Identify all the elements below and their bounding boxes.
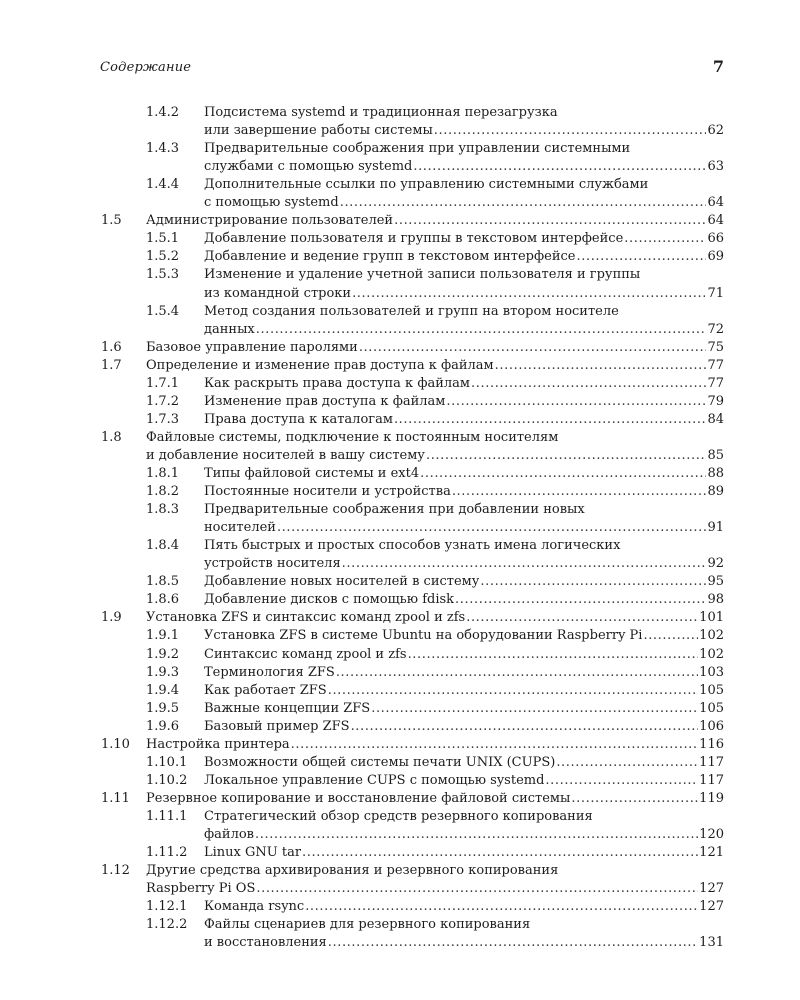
toc-entry-number: 1.8.5	[146, 574, 180, 590]
toc-entry-number: 1.5.1	[146, 231, 180, 247]
toc-entry-page: 85	[707, 447, 724, 463]
toc-entry[interactable]	[204, 627, 724, 645]
toc-entry-line	[0, 104, 800, 122]
toc-entry-title: Метод создания пользователей и групп на втором носителе	[204, 303, 619, 319]
toc-entry-title: Файлы сценариев для резервного копирования	[204, 917, 531, 933]
toc-entry[interactable]	[204, 898, 724, 916]
toc-entry-line	[0, 447, 800, 465]
toc-entry-number: 1.4.4	[146, 177, 180, 193]
toc-entry-page: 102	[699, 628, 724, 644]
toc-entry-number: 1.9.4	[146, 682, 180, 698]
toc-entry-page: 77	[707, 375, 724, 391]
toc-entry-line	[0, 339, 800, 357]
toc-entry-line	[0, 555, 800, 573]
toc-entry-title: Добавление пользователя и группы в текстовом интерфейсе	[204, 231, 624, 247]
toc-leader-dots	[256, 321, 707, 339]
toc-entry-number: 1.7.1	[146, 375, 180, 391]
toc-entry-page: 103	[699, 664, 724, 680]
toc-entry[interactable]	[146, 609, 724, 627]
toc-entry-line	[0, 682, 800, 700]
toc-entry[interactable]	[204, 934, 724, 952]
toc-entry-page: 131	[699, 935, 724, 951]
toc-leader-dots	[256, 880, 698, 898]
toc-entry-line	[0, 934, 800, 952]
toc-leader-dots	[291, 736, 699, 754]
toc-entry-page: 102	[699, 646, 724, 662]
toc-leader-dots	[328, 934, 698, 952]
toc-entry-title: Linux GNU tar	[204, 845, 302, 861]
toc-entry[interactable]	[146, 447, 724, 465]
toc-entry-line	[0, 646, 800, 664]
toc-leader-dots	[466, 609, 698, 627]
toc-entry-page: 119	[699, 790, 724, 806]
toc-entry-page: 64	[707, 195, 724, 211]
toc-entry[interactable]	[146, 357, 724, 375]
toc-entry-page: 72	[707, 321, 724, 337]
toc-entry[interactable]	[204, 465, 724, 483]
toc-entry-line	[0, 772, 800, 790]
toc-entry-line	[0, 140, 800, 158]
toc-entry-title: Добавление дисков с помощью fdisk	[204, 592, 455, 608]
toc-entry-title: с помощью systemd	[204, 195, 339, 211]
toc-entry-title: носителей	[204, 520, 276, 536]
toc-entry-page: 127	[699, 899, 724, 915]
toc-entry-title: или завершение работы системы	[204, 123, 433, 139]
toc-entry-number: 1.9	[101, 610, 122, 626]
toc-leader-dots	[495, 357, 707, 375]
toc-entry-line	[0, 591, 800, 609]
toc-entry-line	[0, 393, 800, 411]
toc-leader-dots	[352, 285, 706, 303]
toc-entry-page: 84	[707, 411, 724, 427]
toc-entry-page: 69	[707, 249, 724, 265]
toc-entry-page: 64	[707, 213, 724, 229]
toc-entry-line	[0, 898, 800, 916]
toc-entry-line	[0, 230, 800, 248]
toc-entry-page: 89	[707, 484, 724, 500]
toc-entry-line	[0, 880, 800, 898]
toc-leader-dots	[624, 230, 706, 248]
toc-entry[interactable]	[204, 664, 724, 682]
toc-entry-page: 117	[699, 754, 724, 770]
toc-entry-line	[0, 700, 800, 718]
toc-leader-dots	[446, 393, 706, 411]
toc-entry-number: 1.4.3	[146, 141, 180, 157]
toc-entry-title: Типы файловой системы и ext4	[204, 466, 420, 481]
toc-entry[interactable]	[204, 844, 724, 862]
toc-leader-dots	[556, 754, 698, 772]
toc-entry-page: 116	[699, 736, 724, 752]
toc-leader-dots	[305, 898, 698, 916]
toc-entry-line	[0, 357, 800, 375]
toc-entry-page: 95	[707, 574, 724, 590]
toc-entry-title: Предварительные соображения при добавлении новых	[204, 502, 585, 518]
page-number: 7	[712, 57, 724, 76]
toc-entry-page: 63	[707, 159, 724, 175]
toc-entry-page: 79	[707, 393, 724, 409]
toc-entry-page: 91	[707, 520, 724, 536]
toc-entry[interactable]	[146, 212, 724, 230]
toc-entry-line	[0, 754, 800, 772]
toc-entry-title: из командной строки	[204, 285, 352, 301]
toc-entry-line	[0, 664, 800, 682]
toc-entry-title: Резервное копирование и восстановление файловой системы	[146, 790, 571, 806]
toc-entry[interactable]	[204, 700, 724, 718]
toc-leader-dots	[336, 664, 698, 682]
toc-entry-title: Как работает ZFS	[204, 682, 327, 698]
toc-entry-number: 1.5.3	[146, 267, 180, 283]
toc-entry-title: Пять быстрых и простых способов узнать имена логических	[204, 538, 621, 554]
toc-entry-page: 121	[699, 845, 724, 861]
toc-entry-page: 88	[707, 466, 724, 481]
toc-entry-number: 1.9.2	[146, 646, 180, 662]
toc-entry-line	[0, 826, 800, 844]
toc-leader-dots	[413, 158, 706, 176]
toc-entry-line	[0, 736, 800, 754]
toc-entry-title: Стратегический обзор средств резервного копирования	[204, 808, 593, 824]
toc-entry-title: Предварительные соображения при управлении системными	[204, 141, 631, 157]
toc-entry[interactable]	[204, 321, 724, 339]
toc-leader-dots	[545, 772, 698, 790]
toc-leader-dots	[434, 122, 707, 140]
toc-entry-page: 106	[699, 718, 724, 734]
toc-entry-number: 1.8.3	[146, 502, 180, 518]
toc-entry-line	[0, 519, 800, 537]
toc-entry[interactable]	[204, 122, 724, 140]
toc-entry-title: Права доступа к каталогам	[204, 411, 393, 427]
toc-entry-title: и добавление носителей в вашу систему	[146, 447, 425, 463]
toc-entry-number: 1.8	[101, 429, 122, 445]
toc-entry-page: 105	[699, 682, 724, 698]
toc-entry-line	[0, 321, 800, 339]
toc-entry-title: Изменение прав доступа к файлам	[204, 393, 446, 409]
toc-entry-number: 1.10.2	[146, 772, 188, 788]
toc-entry-line	[0, 718, 800, 736]
toc-entry[interactable]	[204, 826, 724, 844]
toc-entry-title: Возможности общей системы печати UNIX (CUPS)	[204, 754, 556, 770]
toc-entry[interactable]	[204, 772, 724, 790]
toc-entry-number: 1.5.4	[146, 303, 180, 319]
toc-entry[interactable]	[204, 646, 724, 664]
toc-entry-title: Базовый пример ZFS	[204, 718, 350, 734]
toc-leader-dots	[577, 248, 707, 266]
toc-entry-number: 1.9.1	[146, 628, 180, 644]
toc-entry-line	[0, 483, 800, 501]
toc-leader-dots	[394, 411, 707, 429]
toc-entry-number: 1.12.1	[146, 899, 188, 915]
toc-entry-page: 77	[707, 357, 724, 373]
toc-entry-number: 1.10.1	[146, 754, 188, 770]
toc-entry-page: 66	[707, 231, 724, 247]
toc-entry-page: 75	[707, 339, 724, 355]
toc-entry-title: файлов	[204, 827, 254, 842]
toc-entry-line	[0, 501, 800, 519]
toc-leader-dots	[342, 555, 707, 573]
toc-entry-line	[0, 465, 800, 483]
toc-entry-line	[0, 248, 800, 266]
toc-entry[interactable]	[146, 339, 724, 357]
toc-entry-title: Файловые системы, подключение к постоянным носителям	[146, 429, 559, 445]
toc-entry-line	[0, 609, 800, 627]
toc-entry[interactable]	[204, 194, 724, 212]
toc-entry-title: службами с помощью systemd	[204, 159, 413, 175]
toc-entry-line	[0, 158, 800, 176]
toc-leader-dots	[408, 646, 699, 664]
toc-entry-line	[0, 194, 800, 212]
toc-entry-page: 120	[699, 827, 724, 842]
toc-entry[interactable]	[204, 411, 724, 429]
toc-entry-title: Установка ZFS в системе Ubuntu на оборудовании Raspberry Pi	[204, 628, 643, 644]
toc-leader-dots	[328, 682, 698, 700]
toc-leader-dots	[455, 591, 706, 609]
toc-entry-number: 1.5	[101, 213, 122, 229]
toc-entry[interactable]	[204, 754, 724, 772]
toc-entry-title: Синтаксис команд zpool и zfs	[204, 646, 407, 662]
toc-entry-title: Постоянные носители и устройства	[204, 484, 451, 500]
toc-entry-title: Как раскрыть права доступа к файлам	[204, 375, 471, 391]
toc-entry-number: 1.11.2	[146, 845, 188, 861]
toc-entry-title: Установка ZFS и синтаксис команд zpool и zfs	[146, 610, 466, 626]
toc-leader-dots	[371, 700, 698, 718]
toc-entry-line	[0, 862, 800, 880]
toc-entry-line	[0, 627, 800, 645]
toc-entry-number: 1.8.6	[146, 592, 180, 608]
toc-entry-number: 1.6	[101, 339, 122, 355]
toc-entry[interactable]	[204, 285, 724, 303]
toc-entry-number: 1.9.6	[146, 718, 180, 734]
toc-leader-dots	[277, 519, 707, 537]
toc-entry-title: Команда rsync	[204, 899, 305, 915]
toc-leader-dots	[420, 465, 706, 483]
toc-entry-number: 1.8.2	[146, 484, 180, 500]
toc-entry[interactable]	[204, 519, 724, 537]
toc-entry-number: 1.12.2	[146, 917, 188, 933]
toc-entry-title: данных	[204, 321, 255, 337]
toc-entry-line	[0, 808, 800, 826]
toc-entry[interactable]	[204, 682, 724, 700]
toc-entry-line	[0, 844, 800, 862]
toc-entry-page: 98	[707, 592, 724, 608]
toc-entry[interactable]	[204, 393, 724, 411]
toc-entry[interactable]	[204, 248, 724, 266]
toc-entry-title: Raspberry Pi OS	[146, 881, 256, 897]
toc-leader-dots	[643, 627, 698, 645]
toc-entry-page: 117	[699, 772, 724, 788]
toc-leader-dots	[480, 573, 706, 591]
toc-entry-line	[0, 285, 800, 303]
toc-leader-dots	[340, 194, 707, 212]
toc-entry-line	[0, 573, 800, 591]
toc-entry-line	[0, 212, 800, 230]
toc-entry-number: 1.9.3	[146, 664, 180, 680]
toc-entry-title: Локальное управление CUPS с помощью systemd	[204, 772, 545, 788]
toc-entry-number: 1.11	[101, 790, 130, 806]
toc-entry[interactable]	[204, 591, 724, 609]
toc-leader-dots	[302, 844, 698, 862]
toc-entry-number: 1.8.1	[146, 466, 180, 481]
toc-entry[interactable]	[204, 158, 724, 176]
toc-leader-dots	[351, 718, 699, 736]
toc-entry-number: 1.8.4	[146, 538, 180, 554]
toc-entry-line	[0, 375, 800, 393]
toc-entry-line	[0, 537, 800, 555]
toc-entry-line	[0, 176, 800, 194]
toc-leader-dots	[359, 339, 707, 357]
toc-entry-title: и восстановления	[204, 935, 327, 951]
toc-entry-line	[0, 303, 800, 321]
toc-entry-title: Другие средства архивирования и резервного копирования	[146, 863, 559, 879]
toc-leader-dots	[426, 447, 706, 465]
toc-entry-page: 71	[707, 285, 724, 301]
toc-entry-line	[0, 790, 800, 808]
toc-entry-title: Определение и изменение прав доступа к файлам	[146, 357, 494, 373]
toc-entry-title: Изменение и удаление учетной записи пользователя и группы	[204, 267, 641, 283]
toc-leader-dots	[471, 375, 706, 393]
toc-entry-title: Терминология ZFS	[204, 664, 335, 680]
toc-entry[interactable]	[146, 880, 724, 898]
toc-entry-page: 105	[699, 700, 724, 716]
toc-entry-page: 62	[707, 123, 724, 139]
toc-entry-number: 1.4.2	[146, 105, 180, 120]
toc-entry-line	[0, 266, 800, 284]
toc-entry-title: Настройка принтера	[146, 736, 290, 752]
toc-entry[interactable]	[204, 573, 724, 591]
toc-entry[interactable]	[146, 736, 724, 754]
toc-entry[interactable]	[204, 483, 724, 501]
toc-entry-number: 1.7	[101, 357, 122, 373]
toc-entry-page: 92	[707, 556, 724, 572]
toc-entry-line	[0, 411, 800, 429]
toc-entry[interactable]	[146, 790, 724, 808]
toc-entry-number: 1.10	[101, 736, 130, 752]
toc-entry-number: 1.5.2	[146, 249, 180, 265]
toc-entry-title: Подсистема systemd и традиционная перезагрузка	[204, 105, 558, 120]
toc-leader-dots	[394, 212, 706, 230]
toc-entry-number: 1.11.1	[146, 808, 188, 824]
toc-entry-number: 1.7.2	[146, 393, 180, 409]
toc-entry-number: 1.9.5	[146, 700, 180, 716]
toc-leader-dots	[255, 826, 698, 844]
toc-entry-number: 1.7.3	[146, 411, 180, 427]
toc-entry[interactable]	[204, 230, 724, 248]
toc-entry-title: устройств носителя	[204, 556, 341, 572]
toc-entry[interactable]	[204, 555, 724, 573]
toc-entry-number: 1.12	[101, 863, 130, 879]
toc-entry-title: Администрирование пользователей	[146, 213, 394, 229]
toc-entry-title: Добавление и ведение групп в текстовом интерфейсе	[204, 249, 576, 265]
toc-entry-line	[0, 429, 800, 447]
toc-entry-title: Базовое управление паролями	[146, 339, 358, 355]
toc-entry-title: Важные концепции ZFS	[204, 700, 371, 716]
running-head-title: Содержание	[100, 60, 192, 75]
toc-entry-line	[0, 916, 800, 934]
toc-entry[interactable]	[204, 375, 724, 393]
toc-entry-page: 101	[699, 610, 724, 626]
toc-entry-title: Добавление новых носителей в систему	[204, 574, 480, 590]
toc-leader-dots	[452, 483, 707, 501]
toc-entry[interactable]	[204, 718, 724, 736]
toc-leader-dots	[571, 790, 698, 808]
toc-entry-line	[0, 122, 800, 140]
toc-entry-title: Дополнительные ссылки по управлению системными службами	[204, 177, 649, 193]
toc-entry-page: 127	[699, 881, 724, 897]
